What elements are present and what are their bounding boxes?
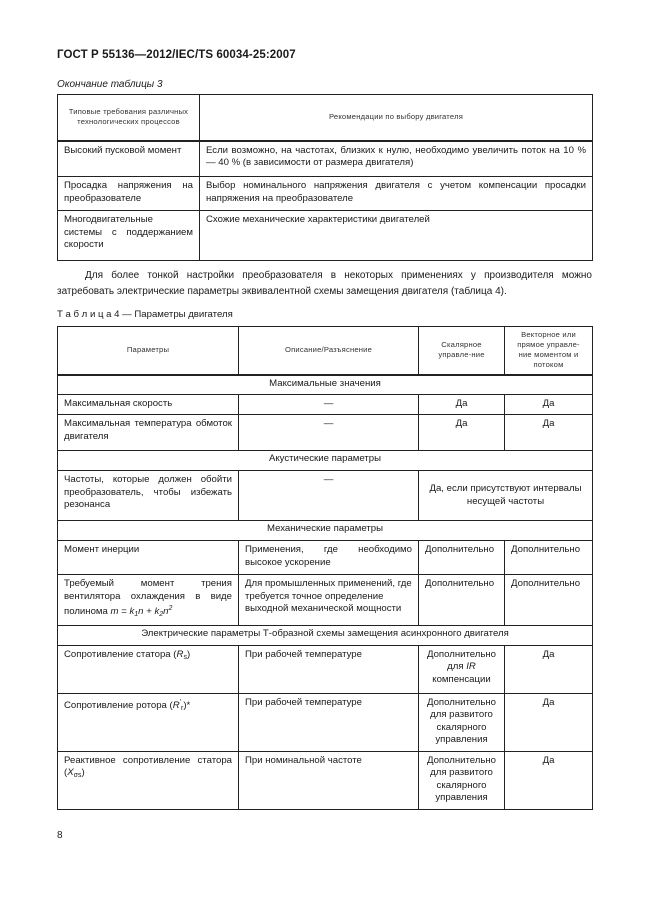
table-cell: Дополнительно xyxy=(419,541,505,575)
table-row xyxy=(58,211,593,261)
table-cell: Дополнительно для IR компенсации xyxy=(419,645,505,693)
table3-caption: Окончание таблицы 3 xyxy=(57,79,163,90)
table-row xyxy=(58,141,593,177)
table-cell: Момент инерции xyxy=(58,541,239,575)
table-cell: При рабочей температуре xyxy=(239,693,419,751)
table-row xyxy=(58,751,593,809)
table-row xyxy=(58,395,593,415)
table4-section-row xyxy=(58,625,593,645)
table-cell: — xyxy=(239,471,419,521)
table4 xyxy=(57,326,593,810)
table-cell: Для промышленных применений, где требуется точное определение выходной механической мощности xyxy=(239,575,419,626)
table-cell xyxy=(58,575,239,626)
table-row xyxy=(58,177,593,211)
table3-header-row xyxy=(58,95,593,141)
table-cell: Да xyxy=(419,415,505,451)
table-cell: Сопротивление статора $(R_s)$ xyxy=(58,645,239,693)
table-cell: Максимальная температура обмоток двигателя xyxy=(58,415,239,451)
table-row xyxy=(58,693,593,751)
section-mechanical: Механические параметры xyxy=(58,521,593,541)
table4-section-row xyxy=(58,521,593,541)
table-cell: Да xyxy=(505,751,593,809)
section-acoustic: Акустические параметры xyxy=(58,451,593,471)
table3-header-requirements: Типовые требования различных технологических процессов xyxy=(58,95,200,141)
table4-header-scalar: Скалярное управле-ние xyxy=(419,327,505,375)
table-cell: Высокий пусковой момент xyxy=(58,141,200,177)
table-cell: Дополнительно для развитого скалярного управления xyxy=(419,751,505,809)
table-cell: Дополнительно xyxy=(419,575,505,626)
table-cell: Реактивное сопротивление статора $(X_{\sigma s})$ xyxy=(58,751,239,809)
table4-caption-prefix: Т а б л и ц а 4 xyxy=(57,309,120,320)
body-paragraph: Для более тонкой настройки преобразователя в некоторых применениях у производителя можно затребовать электрические параметры эквивалентной схемы замещения двигателя (таблица 4). xyxy=(57,270,592,297)
table-cell: Дополнительно xyxy=(505,541,593,575)
table-cell: Да xyxy=(505,395,593,415)
table-row xyxy=(58,471,593,521)
table-cell: Применения, где необходимо высокое ускорение xyxy=(239,541,419,575)
friction-formula: $m = k_1n + k_2n^2$ xyxy=(110,605,173,618)
page-number: 8 xyxy=(57,830,63,841)
table-cell: Если возможно, на частотах, близких к нулю, необходимо увеличить поток на 10 % — 40 % (в зависимости от размера двигателя) xyxy=(200,141,593,177)
table-cell: При рабочей температуре xyxy=(239,645,419,693)
table-cell: Частоты, которые должен обойти преобразователь, чтобы избежать резонанса xyxy=(58,471,239,521)
section-electrical: Электрические параметры Т-образной схемы замещения асинхронного двигателя xyxy=(58,625,593,645)
table-cell: Да xyxy=(505,693,593,751)
table3 xyxy=(57,94,593,261)
table-cell: Да, если присутствуют интервалы несущей частоты xyxy=(419,471,593,521)
table-cell: Дополнительно для развитого скалярного управления xyxy=(419,693,505,751)
table-cell: Просадка напряжения на преобразователе xyxy=(58,177,200,211)
section-max-values: Максимальные значения xyxy=(58,375,593,395)
table-cell: Схожие механические характеристики двигателей xyxy=(200,211,593,261)
table4-caption xyxy=(57,309,233,320)
document-header: ГОСТ Р 55136—2012/IEC/TS 60034-25:2007 xyxy=(57,49,296,61)
table4-header-params: Параметры xyxy=(58,327,239,375)
table4-header-row xyxy=(58,327,593,375)
table4-section-row xyxy=(58,451,593,471)
table4-caption-title: — Параметры двигателя xyxy=(119,309,233,320)
table-cell: Да xyxy=(419,395,505,415)
table-row xyxy=(58,575,593,626)
table4-header-vector: Векторное или прямое управле-ние моментом и потоком xyxy=(505,327,593,375)
table-cell: Дополнительно xyxy=(505,575,593,626)
table-cell: Многодвигательные системы с поддержанием скорости xyxy=(58,211,200,261)
table-cell: — xyxy=(239,395,419,415)
table-cell: Да xyxy=(505,415,593,451)
table-cell: Выбор номинального напряжения двигателя с учетом компенсации просадки напряжения на преобразователе xyxy=(200,177,593,211)
table4-section-row xyxy=(58,375,593,395)
table4-header-description: Описание/Разъяснение xyxy=(239,327,419,375)
table-cell: Сопротивление ротора $(R'_r)*$ xyxy=(58,693,239,751)
table3-header-recommendations: Рекомендации по выбору двигателя xyxy=(200,95,593,141)
table-row xyxy=(58,541,593,575)
table-cell: — xyxy=(239,415,419,451)
table-cell: При номинальной частоте xyxy=(239,751,419,809)
friction-param-text: Требуемый момент трения вентилятора охлаждения в виде полинома xyxy=(64,578,232,617)
table-cell: Максимальная скорость xyxy=(58,395,239,415)
table-cell: Да xyxy=(505,645,593,693)
table-row xyxy=(58,415,593,451)
table-row xyxy=(58,645,593,693)
